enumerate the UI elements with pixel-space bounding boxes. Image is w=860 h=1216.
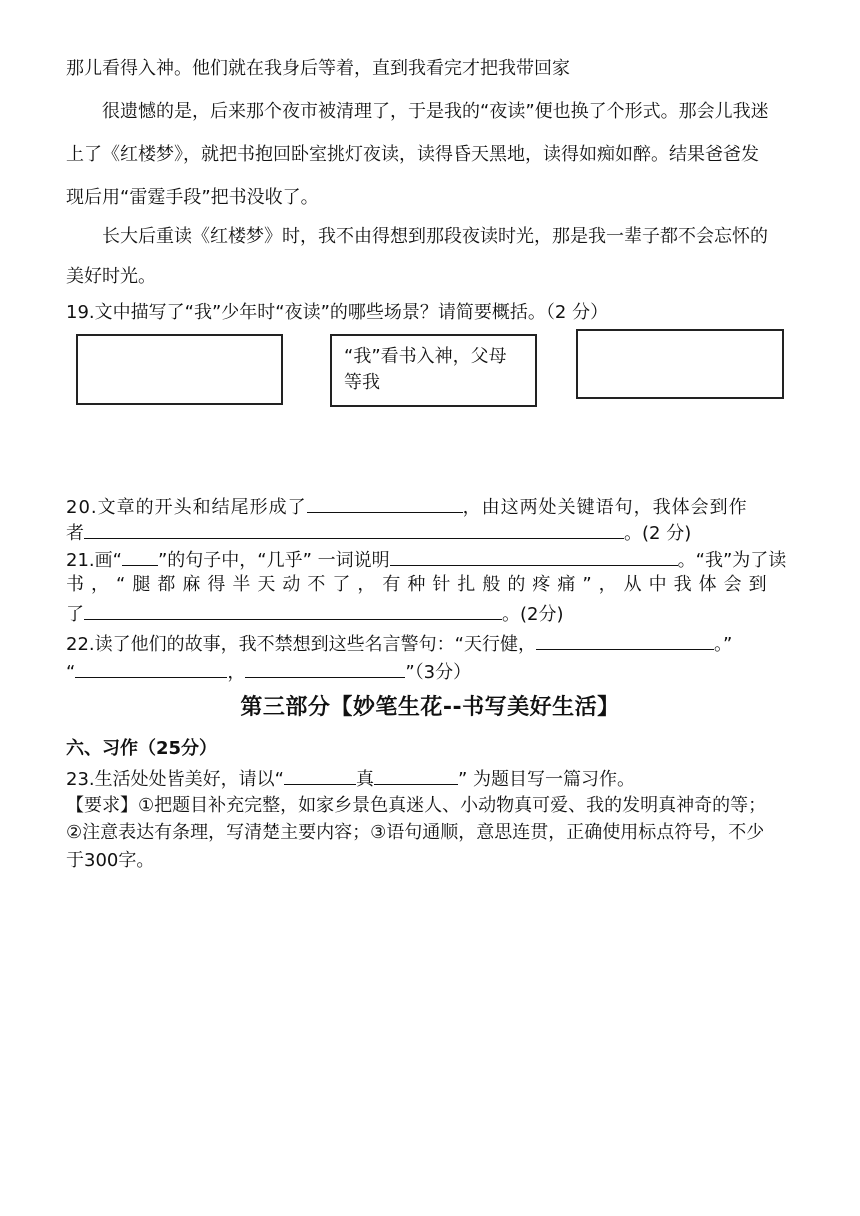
q21-blank-1[interactable] [390, 547, 678, 566]
q20-text-3: 者 [66, 523, 84, 544]
q22-text-4: ， [227, 662, 246, 683]
q21-text-1: 21.画“ [66, 550, 122, 571]
passage-para2-line-3: 现后用“雷霆手段”把书没收了。 [66, 187, 319, 208]
passage-para2-line-2: 上了《红楼梦》，就把书抱回卧室挑灯夜读，读得昏天黑地，读得如痴如醉。结果爸爸发 [66, 144, 759, 165]
q20-blank-2[interactable] [84, 520, 624, 539]
answer-box-3[interactable] [576, 329, 784, 399]
q22-blank-2[interactable] [75, 659, 227, 678]
section-3-title: 第三部分【妙笔生花--书写美好生活】 [240, 695, 620, 720]
passage-line-1: 那儿看得入神。他们就在我身后等着，直到我看完才把我带回家 [66, 58, 570, 79]
passage-para3-line-1: 长大后重读《红楼梦》时，我不由得想到那段夜读时光，那是我一辈子都不会忘怀的 [102, 226, 768, 247]
answer-box-2[interactable] [330, 334, 537, 407]
question-21-line-3 [66, 601, 806, 626]
q23-blank-2[interactable] [374, 766, 458, 785]
answer-box-1[interactable] [76, 334, 283, 405]
q21-text-5: 。(2分) [502, 604, 564, 625]
q22-blank-3[interactable] [245, 659, 405, 678]
answer-box-2-line-2: 等我 [344, 372, 380, 393]
composition-heading: 六、习作（25分） [66, 738, 218, 759]
q22-text-2: 。” [713, 634, 733, 655]
question-20-line-2 [66, 520, 806, 545]
q22-text-5: ”（3分） [405, 662, 472, 683]
passage-para2-line-1: 很遗憾的是，后来那个夜市被清理了，于是我的“夜读”便也换了个形式。那会儿我迷 [102, 101, 769, 122]
q21-blank-underline-mark[interactable] [122, 547, 158, 566]
question-22-line-2 [66, 659, 806, 684]
q21-text-4: 了 [66, 604, 84, 625]
question-22-line-1 [66, 631, 806, 656]
question-23 [66, 766, 806, 791]
composition-requirement-line-3: 于300字。 [66, 850, 155, 871]
composition-requirement-line-2: ②注意表达有条理，写清楚主要内容；③语句通顺，意思连贯，正确使用标点符号，不少 [66, 822, 765, 843]
q20-blank-1[interactable] [307, 494, 463, 513]
question-21-line-1 [66, 547, 806, 572]
passage-para3-line-2: 美好时光。 [66, 266, 156, 287]
q22-text-1: 22.读了他们的故事，我不禁想到这些名言警句：“天行健， [66, 634, 536, 655]
q21-text-3: 。“我”为了读 [677, 550, 787, 571]
question-21-line-2: 书，“腿都麻得半天动不了，有种针扎般的疼痛”，从中我体会到 [66, 574, 774, 595]
q20-text-2: ，由这两处关键语句，我体会到作 [462, 497, 748, 518]
q22-blank-1[interactable] [536, 631, 714, 650]
q23-text-1: 23.生活处处皆美好，请以“ [66, 769, 284, 790]
q21-blank-2[interactable] [84, 601, 502, 620]
q20-text-4: 。(2 分) [624, 523, 692, 544]
composition-requirement-line-1: 【要求】①把题目补充完整，如家乡景色真迷人、小动物真可爱、我的发明真神奇的等； [66, 795, 767, 816]
q21-text-2: ”的句子中，“几乎” 一词说明 [157, 550, 390, 571]
question-19: 19.文中描写了“我”少年时“夜读”的哪些场景？请简要概括。（2 分） [66, 302, 609, 323]
question-20-line-1 [66, 494, 806, 519]
answer-box-2-line-1: “我”看书入神，父母 [344, 346, 507, 367]
q22-text-3: “ [66, 662, 76, 683]
q20-text-1: 20.文章的开头和结尾形成了 [66, 497, 307, 518]
q23-blank-1[interactable] [284, 766, 356, 785]
q23-text-2: 真 [355, 769, 374, 790]
q23-text-3: ” 为题目写一篇习作。 [457, 769, 635, 790]
